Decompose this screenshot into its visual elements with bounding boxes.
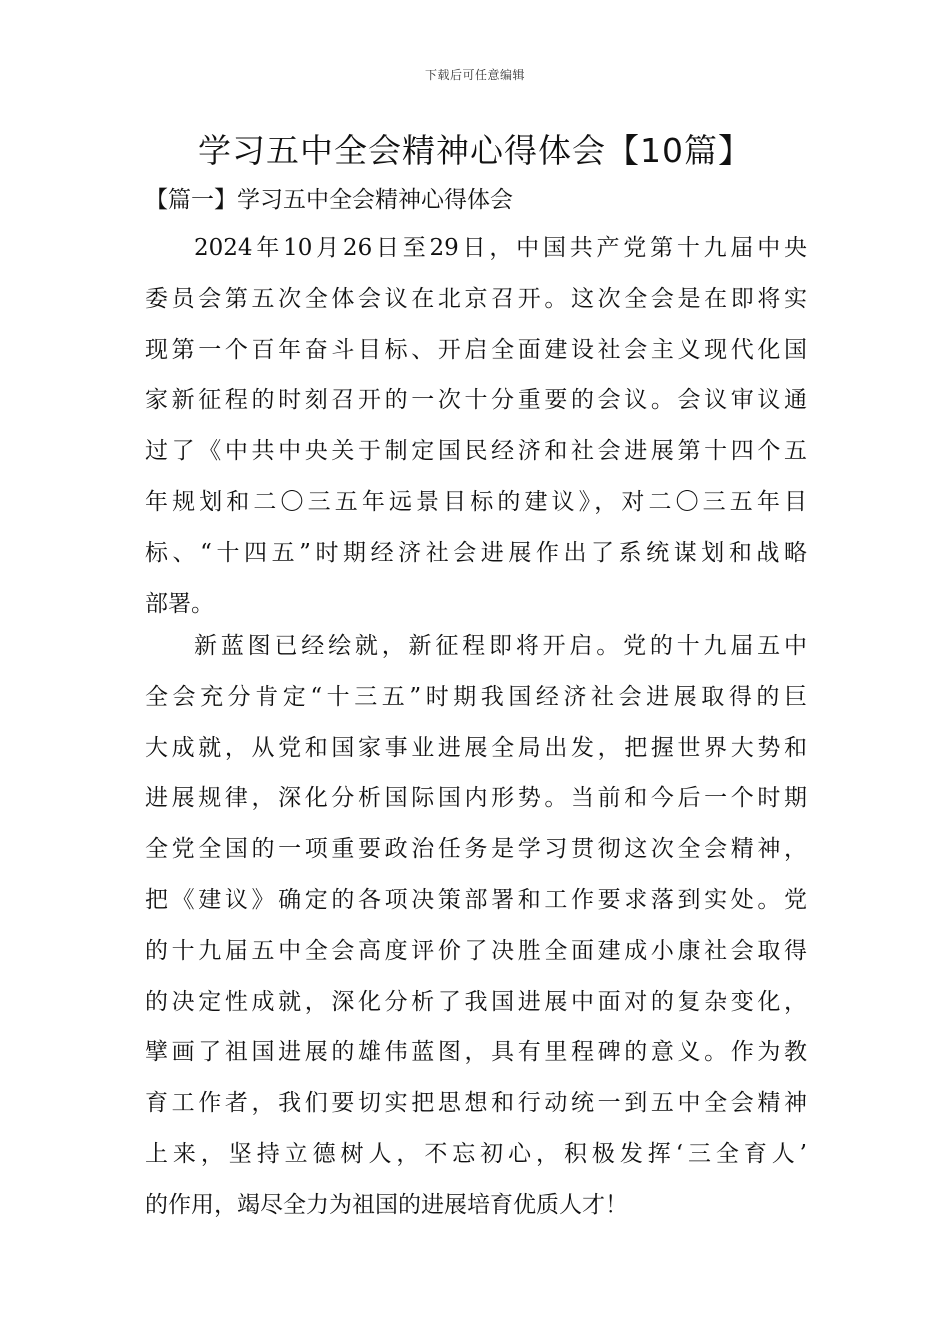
paragraph-line: 现第一个百年奋斗目标、开启全面建设社会主义现代化国: [145, 336, 807, 363]
paragraph-line: 标、“十四五”时期经济社会进展作出了系统谋划和战略: [145, 539, 807, 566]
paragraph-line: 部署。: [145, 590, 214, 617]
document-title: 学习五中全会精神心得体会【10篇】: [198, 131, 752, 170]
paragraph-line: 委员会第五次全体会议在北京召开。这次全会是在即将实: [145, 285, 807, 312]
paragraph-2: [145, 621, 807, 1231]
paragraph-line: 过了《中共中央关于制定国民经济和社会进展第十四个五: [145, 438, 807, 465]
paragraph-line: 进展规律，深化分析国际国内形势。当前和今后一个时期: [145, 785, 807, 812]
section-title: 【篇一】学习五中全会精神心得体会: [145, 187, 513, 213]
paragraph-line: 新蓝图已经绘就，新征程即将开启。党的十九届五中: [194, 633, 807, 659]
paragraph-line: 育工作者，我们要切实把思想和行动统一到五中全会精神: [145, 1090, 807, 1117]
paragraph-line: 把《建议》确定的各项决策部署和工作要求落到实处。党: [145, 886, 807, 913]
paragraph-line: 家新征程的时刻召开的一次十分重要的会议。会议审议通: [145, 387, 807, 414]
paragraph-line: 年规划和二〇三五年远景目标的建议》，对二〇三五年目: [145, 488, 807, 515]
paragraph-line: 的决定性成就，深化分析了我国进展中面对的复杂变化，: [145, 988, 807, 1015]
paragraph-line: 2024年10月26日至29日，中国共产党第十九届中央: [194, 235, 807, 261]
paragraph-line: 全党全国的一项重要政治任务是学习贯彻这次全会精神，: [145, 836, 807, 863]
paragraph-line: 的作用，竭尽全力为祖国的进展培育优质人才！: [145, 1191, 628, 1218]
paragraph-line: 全会充分肯定“十三五”时期我国经济社会进展取得的巨: [145, 683, 807, 710]
paragraph-line: 擘画了祖国进展的雄伟蓝图，具有里程碑的意义。作为教: [145, 1039, 807, 1066]
paragraph-line: 上来，坚持立德树人，不忘初心，积极发挥‘三全育人’: [145, 1140, 807, 1167]
paragraph-line: 的十九届五中全会高度评价了决胜全面建成小康社会取得: [145, 937, 807, 964]
paragraph-1: [145, 223, 807, 629]
paragraph-line: 大成就，从党和国家事业进展全局出发，把握世界大势和: [145, 734, 807, 761]
header-note: 下载后可任意编辑: [424, 68, 525, 82]
